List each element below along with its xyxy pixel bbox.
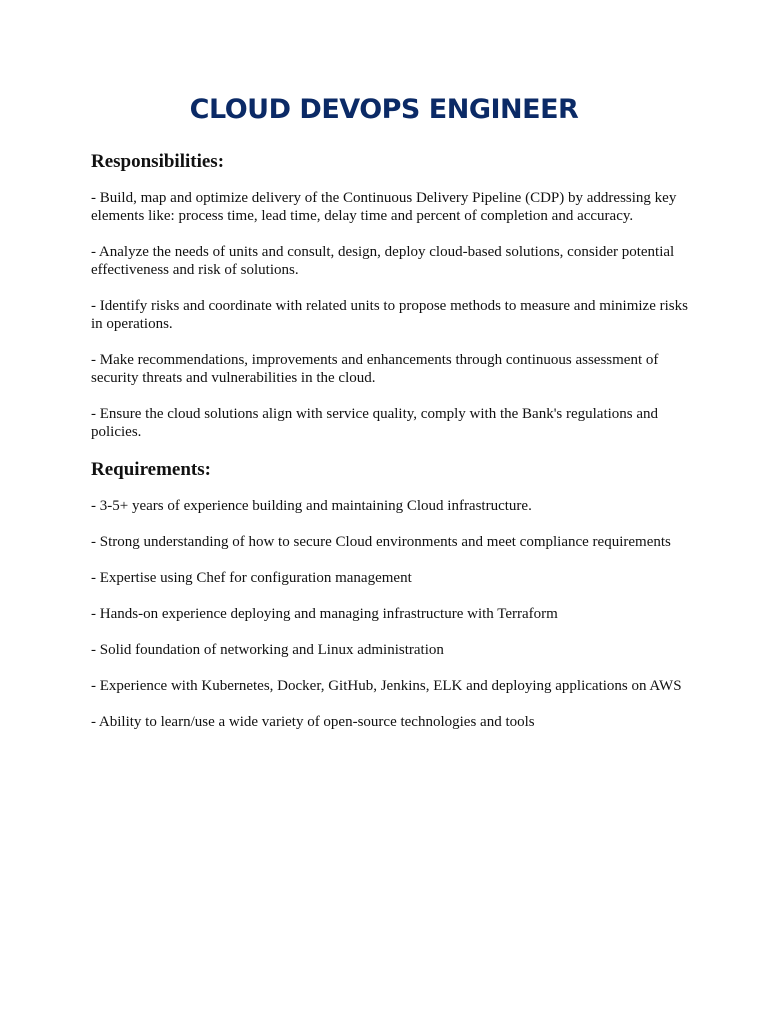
responsibility-item: - Analyze the needs of units and consult, design, deploy cloud-based solutions, consider potential effectiveness and risk of solutions. — [91, 244, 675, 278]
requirement-item: - Solid foundation of networking and Linux administration — [91, 642, 444, 658]
requirement-item: - Experience with Kubernetes, Docker, GitHub, Jenkins, ELK and deploying applications on AWS — [91, 678, 682, 694]
responsibility-item: - Ensure the cloud solutions align with service quality, comply with the Bank's regulations and policies. — [91, 406, 659, 440]
responsibility-item: - Identify risks and coordinate with related units to propose methods to measure and minimize risks in operations. — [91, 298, 688, 332]
page-title: CLOUD DEVOPS ENGINEER — [189, 94, 579, 125]
responsibility-item: - Build, map and optimize delivery of the Continuous Delivery Pipeline (CDP) by addressing key elements like: process time, lead time, delay time and percent of completion and accuracy. — [91, 190, 677, 224]
requirements-heading: Requirements: — [91, 459, 211, 480]
requirement-item: - Strong understanding of how to secure Cloud environments and meet compliance requirements — [91, 534, 671, 550]
requirement-item: - Expertise using Chef for configuration management — [91, 570, 412, 586]
responsibility-item: - Make recommendations, improvements and enhancements through continuous assessment of security threats and vulnerabilities in the cloud. — [91, 352, 659, 386]
requirement-item: - Hands-on experience deploying and managing infrastructure with Terraform — [91, 606, 558, 622]
responsibilities-heading: Responsibilities: — [91, 151, 225, 172]
document-body — [91, 151, 691, 749]
requirement-item: - Ability to learn/use a wide variety of open-source technologies and tools — [91, 714, 535, 730]
requirement-item: - 3-5+ years of experience building and maintaining Cloud infrastructure. — [91, 498, 532, 514]
